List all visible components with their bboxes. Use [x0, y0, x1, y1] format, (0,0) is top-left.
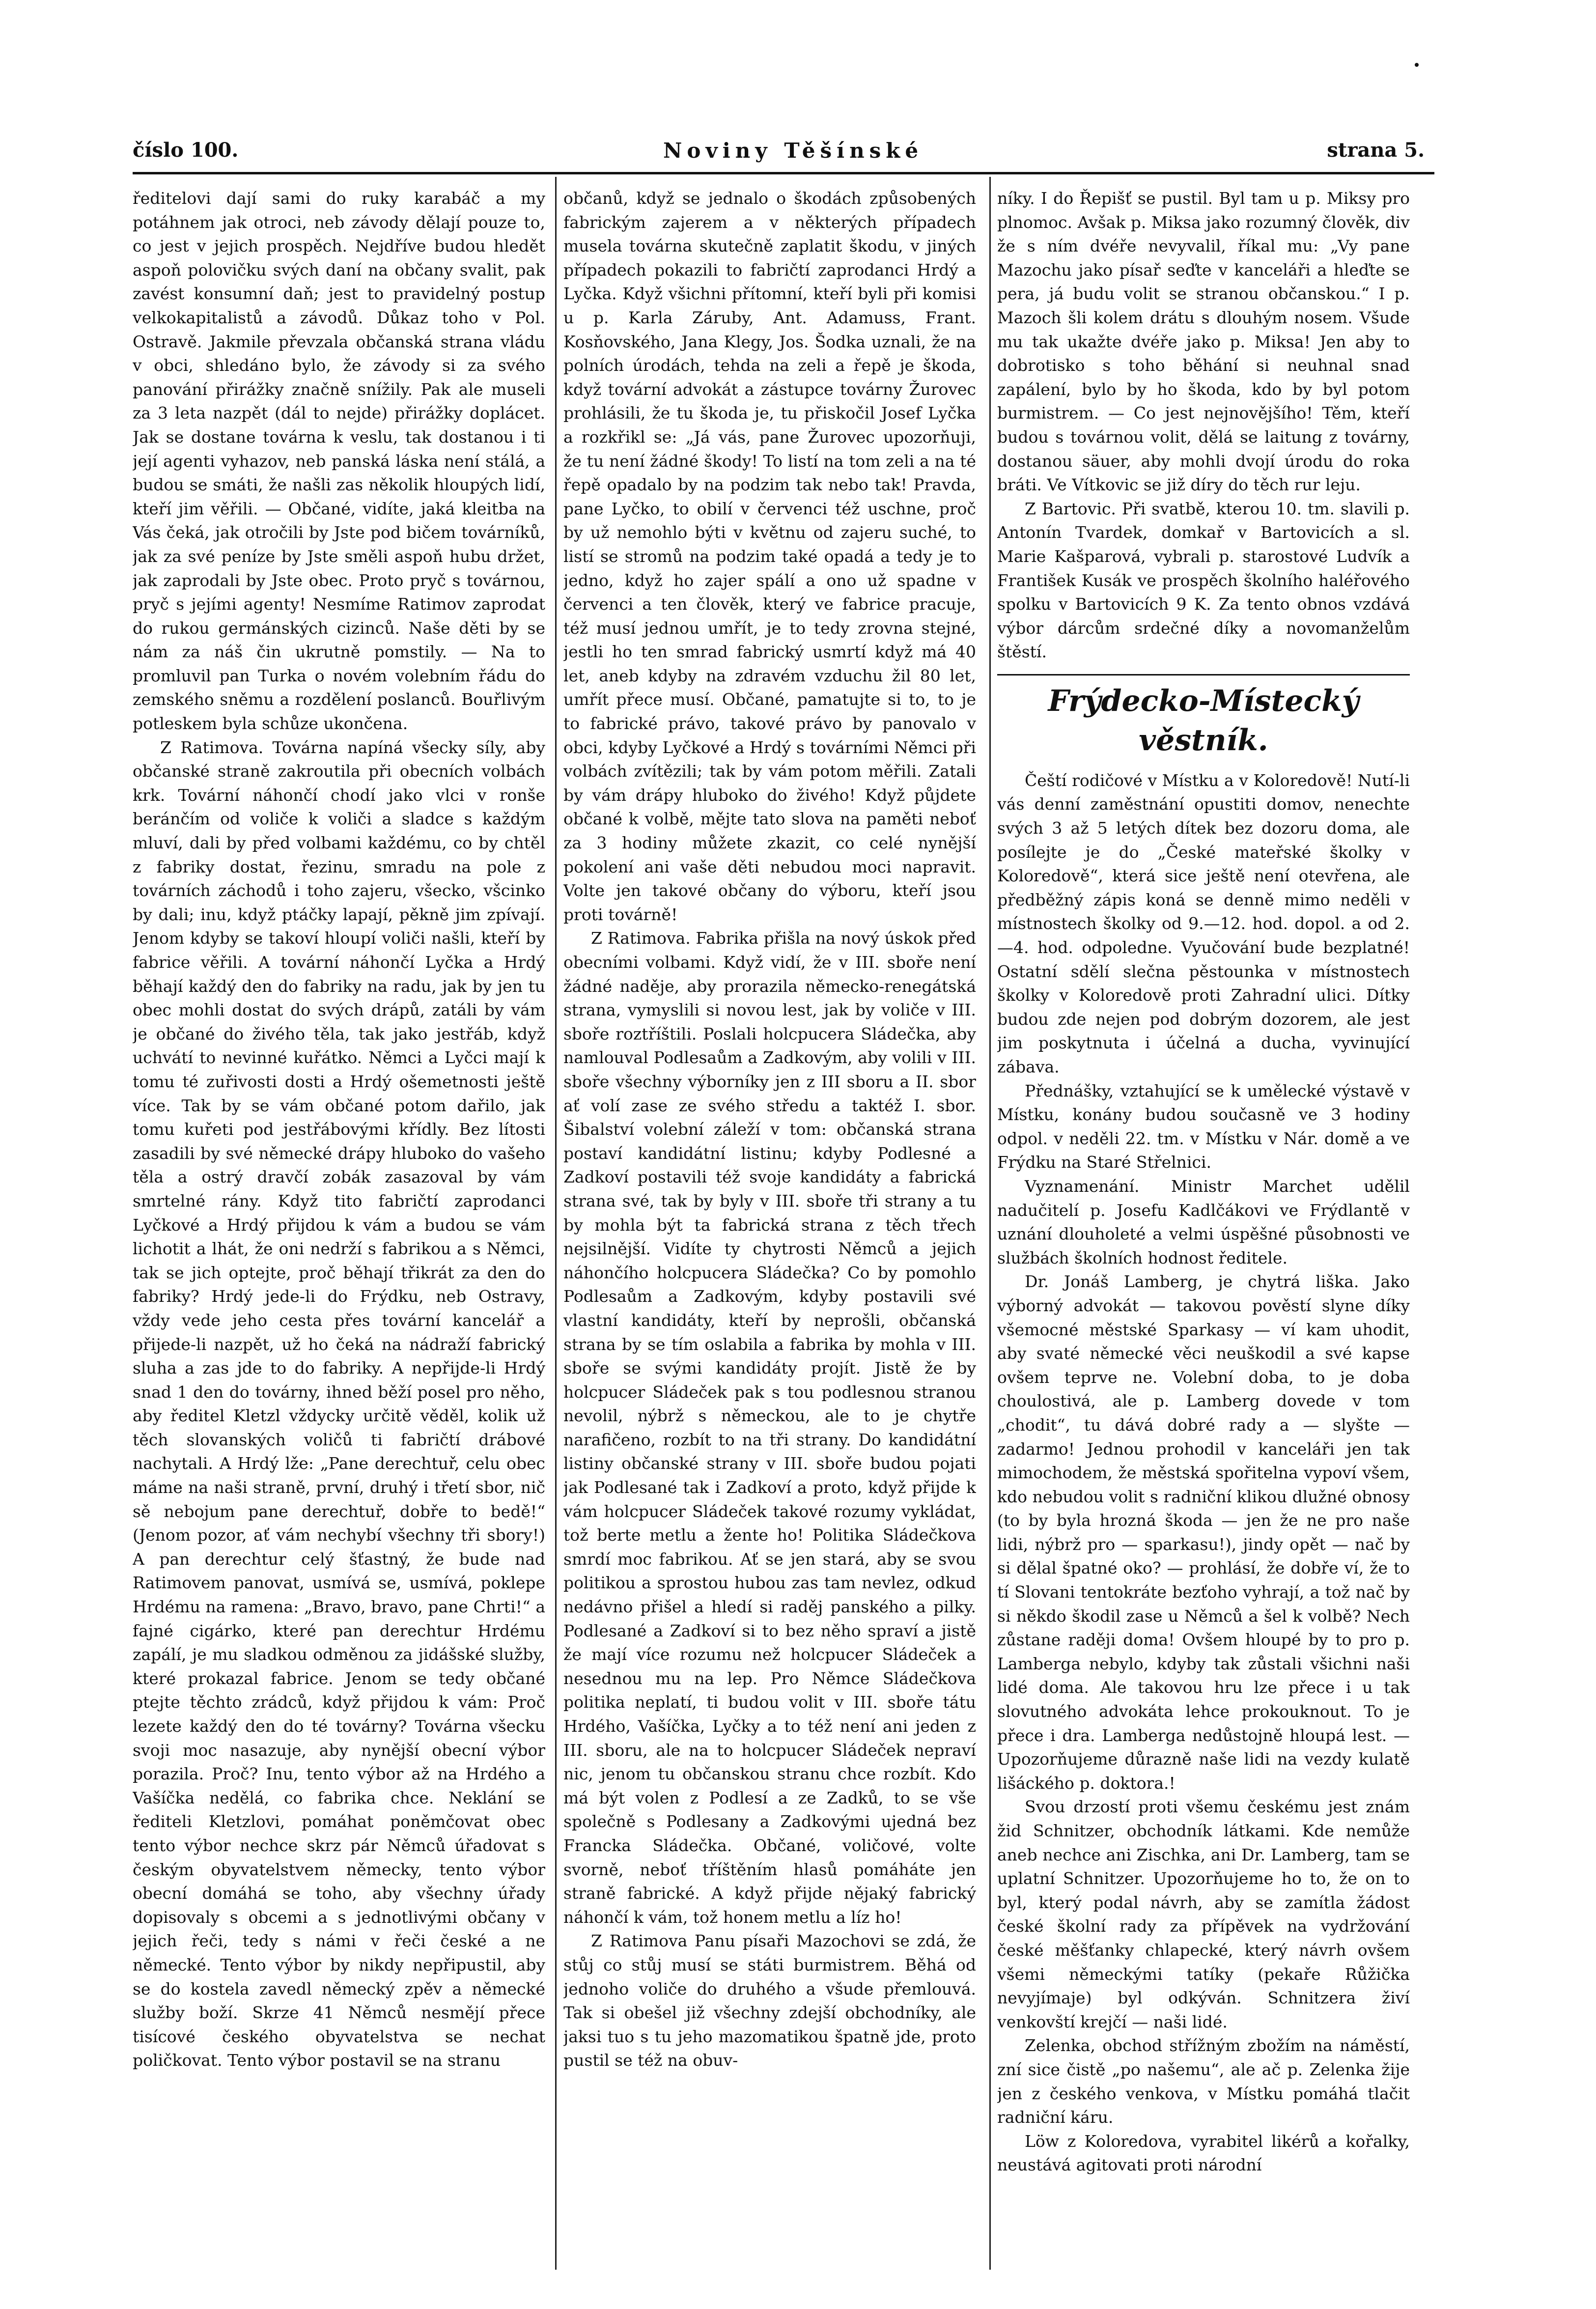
section-heading: Frýdecko-Místecký věstník. — [997, 674, 1410, 760]
newspaper-title: Noviny Těšínské — [663, 139, 924, 163]
article-paragraph: Löw z Koloredova, vyrabitel likérů a kořalky, neustává agitovati proti národní — [997, 2131, 1410, 2175]
column-divider — [989, 177, 991, 2270]
article-paragraph: Čeští rodičové v Místku a v Koloredově! Nutí-li vás denní zaměstnání opustiti domov, nenechte svých 3 až 5 letých dítek bez dozoru doma, ale posílejte je do „České mateřské školky v Koloredově“, která sice ještě není otevřena, ale předběžný zápis koná se denně mimo neděli v místnostech školky od 9.—12. hod. dopol. a od 2.—4. hod. odpoledne. Vyučování bude bezplatné! Ostatní sdělí slečna pěstounka v místnostech školky v Koloredově proti Zahradní ulici. Dítky budou zde nejen pod dobrým dozorem, ale jest jim poskytnuta i účelná a ducha, vyvinující zábava. — [997, 770, 1410, 1076]
column-3 — [997, 187, 1410, 2299]
article-paragraph: Zelenka, obchod střížným zbožím na náměstí, zní sice čistě „po našemu“, ale ač p. Zelenka žije jen z českého venkova, v Místku pomáhá tlačit radniční káru. — [997, 2036, 1410, 2127]
article-paragraph: Z Ratimova. Fabrika přišla na nový úskok před obecními volbami. Když vidí, že v III. sboře není žádné naděje, aby prorazila německo-renegátská strana, vymyslili si novou lest, jak by voliče v III. sboře roztříštili. Poslali holcpucera Sládečka, aby namlouval Podlesaům a Zadkovým, aby volili v III. sboře všechny výborníky jen z III sboru a II. sbor ať volí zase ze svého středu a taktéž I. sbor. Šibalství volební záleží v tom: občanská strana postaví kandidátní listinu; kdyby Podlesné a Zadkoví postavili též svoje kandidáty a fabrická strana své, tak by byly v III. sboře tři strany a tu by mohla být ta fabrická strana z těch třech nejsilnější. Vidíte ty chytrosti Němců a jejich náhončího holcpucera Sládečka? Co by pomohlo Podlesaům a Zadkovým, kdyby postavili své vlastní kandidáty, kteří by neprošli, občanská strana by se tím oslabila a fabrika by mohla v III. sboře se svými kandidáty projít. Jistě že by holcpucer Sládeček pak s tou podlesnou stranou nevolil, nýbrž s německou, ale to je chytře narafičeno, rozbít to na tři strany. Do kandidátní listiny občanské strany v III. sboře budou pojati jak Podlesané tak i Zadkoví a proto, když přijde k vám holcpucer Sládeček takové rozumy vykládat, tož berte metlu a žente ho! Politika Sládečkova smrdí moc fabrikou. Ať se jen stará, aby se svou politikou a sprostou hubou zas tam nevlez, odkud nedávno přišel a hledí si raděj panského a pilky. Podlesané a Zadkoví si to bez něho spraví a jistě že mají více rozumu než holcpucer Sládeček a nesednou mu na lep. Pro Němce Sládečkova politika neplatí, ti budou volit v III. sboře tátu Hrdého, Vašíčka, Lyčky a to též není ani jeden z III. sboru, ale na to holcpucer Sládeček nepraví nic, jenom tu občanskou stranu chce rozbít. Kdo má být volen z Podlesí a ze Zadků, to se vše společně s Podlesany a Zadkovými ujedná bez Francka Sládečka. Občané, voličové, volte svorně, neboť tříštěním hlasů pomáháte jen straně fabrické. A když přijde nějaký fabrický náhončí k vám, tož honem metlu a líz ho! — [563, 929, 976, 1927]
article-paragraph: Přednášky, vztahující se k umělecké výstavě v Místku, konány budou současně ve 3 hodiny odpol. v neděli 22. tm. v Místku v Nár. domě a ve Frýdku na Staré Střelnici. — [997, 1081, 1410, 1172]
issue-number: číslo 100. — [133, 139, 239, 162]
article-paragraph: níky. I do Řepišť se pustil. Byl tam u p. Miksy pro plnomoc. Avšak p. Miksa jako rozumný člověk, div že s ním dvéře nevyvalil, říkal mu: „Vy pane Mazochu jako písař seďte v kanceláři a hleďte se pera, já budu volit se stranou občanskou.“ I p. Mazoch šli kolem drátu s dlouhým nosem. Všude mu tak ukažte dvéře jako p. Miksa! Jen aby to dobrotisko s toho běhání si neuhnal snad zapálení, bylo by ho škoda, kdo by byl potom burmistrem. — Co jest nejnovějšího! Těm, kteří budou s továrnou volit, dělá se laitung z továrny, dostanou säuer, aby mohli dvojí úrodu do roka bráti. Ve Vítkovic se již díry do těch rur leju. — [997, 189, 1410, 495]
page-header — [133, 139, 1425, 168]
column-1 — [133, 187, 545, 2299]
ink-speck — [1415, 63, 1419, 67]
article-paragraph: Vyznamenání. Ministr Marchet udělil nadučitelí p. Josefu Kadlčákovi ve Frýdlantě v uznání dlouholeté a velmi úspěšné působnosti ve službách školních hodnost ředitele. — [997, 1176, 1410, 1267]
column-2 — [563, 187, 976, 2299]
article-paragraph: občanů, když se jednalo o škodách způsobených fabrickým zajerem a v některých případech musela továrna skutečně zaplatit škodu, v jiných případech pokazili to fabričtí zaprodanci Hrdý a Lyčka. Když všichni přítomní, kteří byli při komisi u p. Karla Záruby, Ant. Adamuss, Frant. Kosňovského, Jana Klegy, Jos. Šodka uznali, že na polních úrodách, tehda na zeli a řepě je škoda, když tovární advokát a zástupce továrny Žurovec prohlásili, že tu škoda je, tu přiskočil Josef Lyčka a rozkřikl se: „Já vás, pane Žurovec upozorňuji, že tu není žádné škody! To listí na tom zeli a na té řepě opadalo by na podzim tak nebo tak! Pravda, pane Lyčko, to obilí v červenci též uschne, proč by už nemohlo býti v květnu od zajeru suché, to listí se stromů na podzim také opadá a tedy je to jedno, když ho zajer spálí a ono už spadne v červenci a ten člověk, který ve fabrice pracuje, též musí jednou umřít, je to tedy zrovna stejné, jestli ho ten smrad fabrický usmrtí když má 40 let, aneb kdyby na zdravém vzduchu žil 80 let, umřít přece musí. Občané, pamatujte si to, to je to fabrické právo, takové právo by panovalo v obci, kdyby Lyčkové a Hrdý s továrními Němci při volbách zvítězili; tak by vám potom měřili. Zatali by vám drápy hluboko do živého! Když půjdete občané k volbě, mějte tato slova na paměti neboť za 3 hodiny můžete zkazit, co celé nynější pokolení ani vaše děti nebudou moci napravit. Volte jen takové občany do výboru, kteří jsou proti továrně! — [563, 189, 976, 924]
article-paragraph: Z Bartovic. Při svatbě, kterou 10. tm. slavili p. Antonín Tvardek, domkař v Bartovicích a sl. Marie Kašparová, vybrali p. starostové Ludvík a František Kusák ve prospěch školního haléřového spolku v Bartovicích 9 K. Za tento obnos vzdává výbor dárcům srdečné díky a novomanželům štěstí. — [997, 499, 1410, 662]
article-paragraph: Z Ratimova Panu písaři Mazochovi se zdá, že stůj co stůj musí se státi burmistrem. Běhá od jednoho voliče do druhého a všude přemlouvá. Tak si obešel již všechny zdejší obchodníky, ale jaksi tuo s tu jeho mazomatikou špatně jde, proto pustil se též na obuv- — [563, 1931, 976, 2070]
article-paragraph: Dr. Jonáš Lamberg, je chytrá liška. Jako výborný advokát — takovou pověstí slyne díky všemocné městské Sparkasy — ví kam uhodit, aby svaté německé věci neuškodil a své kapse ovšem teprve ne. Volební doba, to je doba choulostivá, ale p. Lamberg dovede v tom „chodit“, tu dává dobré rady a — slyšte — zadarmo! Jednou prohodil v kanceláři jen tak mimochodem, že městská spořitelna vypoví všem, kdo nebudou volit s radniční klikou dlužné obnosy (to by byla hrozná škoda — jen že ne pro naše lidi, nýbrž pro — sparkasu!), jindy opět — nač by si dělal špatné oko? — prohlásí, že dobře ví, že to tí Slovani tentokráte bezťoho vyhrají, a tož nač by si někdo škodil zase u Němců a šel k volbě? Nech zůstane raději doma! Ovšem hloupé by to pro p. Lamberga nebylo, kdyby tak zůstali všichni naši lidé doma. Ale takovou hru lze přece i u tak slovutného advokáta lehce prokouknout. To je přece i dra. Lamberga nedůstojně hloupá lest. — Upozorňujeme důrazně naše lidi na vezdy kulatě lišáckého p. doktora.! — [997, 1272, 1410, 1793]
page-number: strana 5. — [1327, 139, 1425, 162]
article-paragraph: ředitelovi dají sami do ruky karabáč a my potáhnem jak otroci, neb závody dělají pouze to, co jest v jejich prospěch. Nejdříve budou hledět aspoň polovičku svých daní na občany svalit, pak zavést konsumní daň; jest to pravidelný postup velkokapitalistů a závodů. Důkaz toho v Pol. Ostravě. Jakmile převzala občanská strana vládu v obci, shledáno bylo, že závody si za svého panování přirážky značně snížily. Pak ale museli za 3 leta nazpět (dál to nejde) přirážky doplácet. Jak se dostane továrna k veslu, tak dostanou i ti její agenti vyhazov, neb panská láska není stálá, a budou se smáti, že našli zas několik hloupých lidí, kteří jim věřili. — Občané, vidíte, jaká kleitba na Vás čeká, jak otročili by Jste pod bičem továrníků, jak za své peníze by Jste směli aspoň hubu držet, jak zaprodali by Jste obec. Proto pryč s továrnou, pryč s jejími agenty! Nesmíme Ratimov zaprodat do rukou germánských cizinců. Naše děti by se nám za náš čin ukrutně pomstily. — Na to promluvil pan Turka o novém volebním řádu do zemského sněmu a rozdělení poslanců. Bouřlivým potleskem byla schůze ukončena. — [133, 189, 545, 733]
column-divider — [555, 177, 557, 2270]
article-paragraph: Svou drzostí proti všemu českému jest znám žid Schnitzer, obchodník látkami. Kde nemůže aneb nechce ani Zischka, ani Dr. Lamberg, tam se uplatní Schnitzer. Upozorňujeme ho to, že on to byl, který podal návrh, aby se zamítla žádost české školní rady za přípěvek na vydržování české měšťanky chlapecké, který návrh ovšem všemi německými tatíky (pekaře Růžička nevyjímaje) byl odkýván. Schnitzera živí venkovští krejčí — naši lidé. — [997, 1797, 1410, 2031]
article-paragraph: Z Ratimova. Továrna napíná všecky síly, aby občanské straně zakroutila při obecních volbách krk. Tovární náhončí chodí jako vlci v ronše beránčím od voliče k voliči a sladce s každým mluví, dali by před volbami každému, co by chtěl z fabriky dostat, řezinu, smradu na pole z továrních záchodů i toho zajeru, všecko, všcinko by dali; inu, když ptáčky lapají, pěkně jim zpívají. Jenom kdyby se takoví hloupí voliči našli, kteří by fabrice věřili. A tovární náhončí Lyčka a Hrdý běhají každý den do fabriky na radu, jak by jen tu obec mohli dostat do svých drápů, zatáli by vám je občané do živého těla, tak jako jestřáb, když uchvátí to nevinné kuřátko. Němci a Lyčci mají k tomu té zuřivosti dosti a Hrdý ošemetnosti ještě více. Tak by se vám občané potom dařilo, jak tomu kuřeti pod jestřábovými křídly. Bez lítosti zasadili by své německé drápy hluboko do vašeho těla a ostrý dravčí zobák zasazoval by vám smrtelné rány. Když tito fabričtí zaprodanci Lyčkové a Hrdý přijdou k vám a budou se vám lichotit a lhát, že oni nedrží s fabrikou a s Němci, tak se jich optejte, proč běhají třikrát za den do fabriky? Hrdý jede-li do Frýdku, neb Ostravy, vždy vede jeho cesta přes tovární kancelář a přijede-li nazpět, už ho čeká na nádraží fabrický sluha a zas jde to do fabriky. A nepřijde-li Hrdý snad 1 den do továrny, ihned běží posel pro něho, aby ředitel Kletzl vždycky určitě věděl, kolik už těch slovanských voličů ti fabričtí drábové nachytali. A Hrdý lže: „Pane derechtuř, celu obec máme na naši straně, první, druhý i třetí sbor, nič sě nebojum pane derechtuř, dobře to bedě!“ (Jenom pozor, ať vám nechybí všechny tři sbory!) A pan derechtur celý šťastný, že bude nad Ratimovem panovat, usmívá se, usmívá, poklepe Hrdému na ramena: „Bravo, bravo, pane Chrti!“ a fajné cigárko, které pan derechtur Hrdému zapálí, je mu sladkou odměnou za jidášské služby, které prokazal fabrice. Jenom se tedy občané ptejte těchto zrádců, když přijdou k vám: Proč lezete každý den do té továrny? Továrna všecku svoji moc nasazuje, aby nynější obecní výbor porazila. Proč? Inu, tento výbor až na Hrdého a Vašíčka nedělá, co fabrika chce. Neklání se řediteli Kletzlovi, pomáhat poněmčovat obec tento výbor nechce skrz pár Němců úřadovat s českým obyvatelstvem německy, tento výbor obecní domáhá se toho, aby všechny úřady dopisovaly s obcemi a s jednotlivými občany v jejich řeči, tedy s námi v řeči české a ne německé. Tento výbor by nikdy nepřipustil, aby se do kostela zavedl německý zpěv a německé služby boží. Skrze 41 Němců nesmějí přece tisícové českého obyvatelstva se nechat poličkovat. Tento výbor postavil se na stranu — [133, 737, 545, 2070]
header-rule — [133, 172, 1434, 174]
